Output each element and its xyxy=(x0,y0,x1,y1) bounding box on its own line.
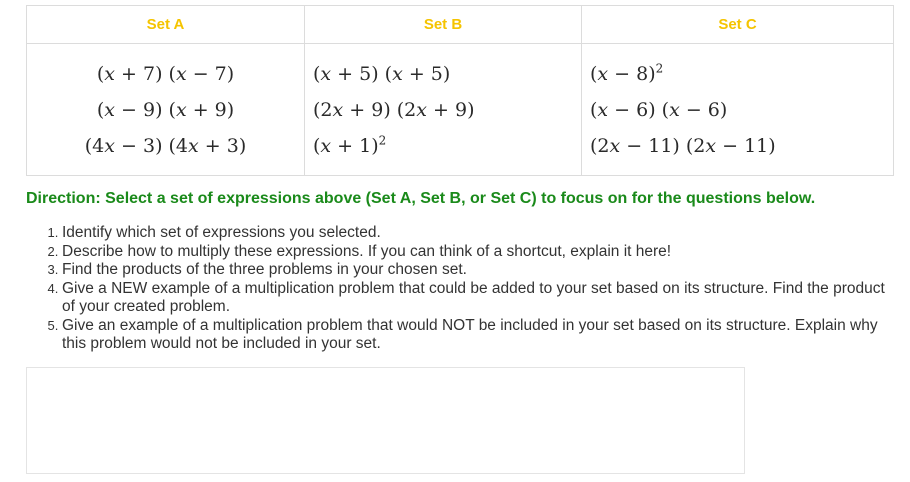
direction-text: Direction: Select a set of expressions above (Set A, Set B, or Set C) to focus on for the questions below. xyxy=(26,190,816,207)
set-a-cell xyxy=(27,44,305,176)
set-b-cell xyxy=(305,44,582,176)
table-row xyxy=(27,44,894,176)
set-c-expression-2: (x − 6) (x − 6) xyxy=(590,98,728,121)
header-set-a: Set A xyxy=(27,6,305,44)
question-item-4: 4. Give a NEW example of a multiplication problem that could be added to your set based on its structure. Find the product of your created problem. xyxy=(62,280,896,317)
question-list xyxy=(26,224,896,354)
set-b-expression-3: $(x + 1)^2$ xyxy=(313,133,387,157)
set-c-cell xyxy=(582,44,894,176)
set-a-expression-1: (x + 7) (x − 7) xyxy=(96,62,235,85)
header-set-c: Set C xyxy=(582,6,894,44)
question-item-2: 2. Describe how to multiply these expressions. If you can think of a shortcut, explain it here! xyxy=(62,243,896,262)
expression-sets-table xyxy=(26,5,894,176)
set-c-expression-3: (2x − 11) (2x − 11) xyxy=(590,134,776,157)
set-b-expression-1: (x + 5) (x + 5) xyxy=(313,62,451,85)
set-a-expression-2: (x − 9) (x + 9) xyxy=(96,98,235,121)
question-item-1: 1. Identify which set of expressions you selected. xyxy=(62,224,896,243)
table-header-row xyxy=(27,6,894,44)
set-a-expression-3: (4x − 3) (4x + 3) xyxy=(84,134,247,157)
set-b-expression-2: (2x + 9) (2x + 9) xyxy=(313,98,475,121)
question-item-5: 5. Give an example of a multiplication problem that would NOT be included in your set based on its structure. Explain why this problem would not be included in your set. xyxy=(62,317,896,354)
answer-input-area[interactable] xyxy=(26,367,745,474)
set-c-expression-1: $(x - 8)^2$ xyxy=(590,61,664,85)
question-item-3: 3. Find the products of the three problems in your chosen set. xyxy=(62,261,896,280)
header-set-b: Set B xyxy=(305,6,582,44)
